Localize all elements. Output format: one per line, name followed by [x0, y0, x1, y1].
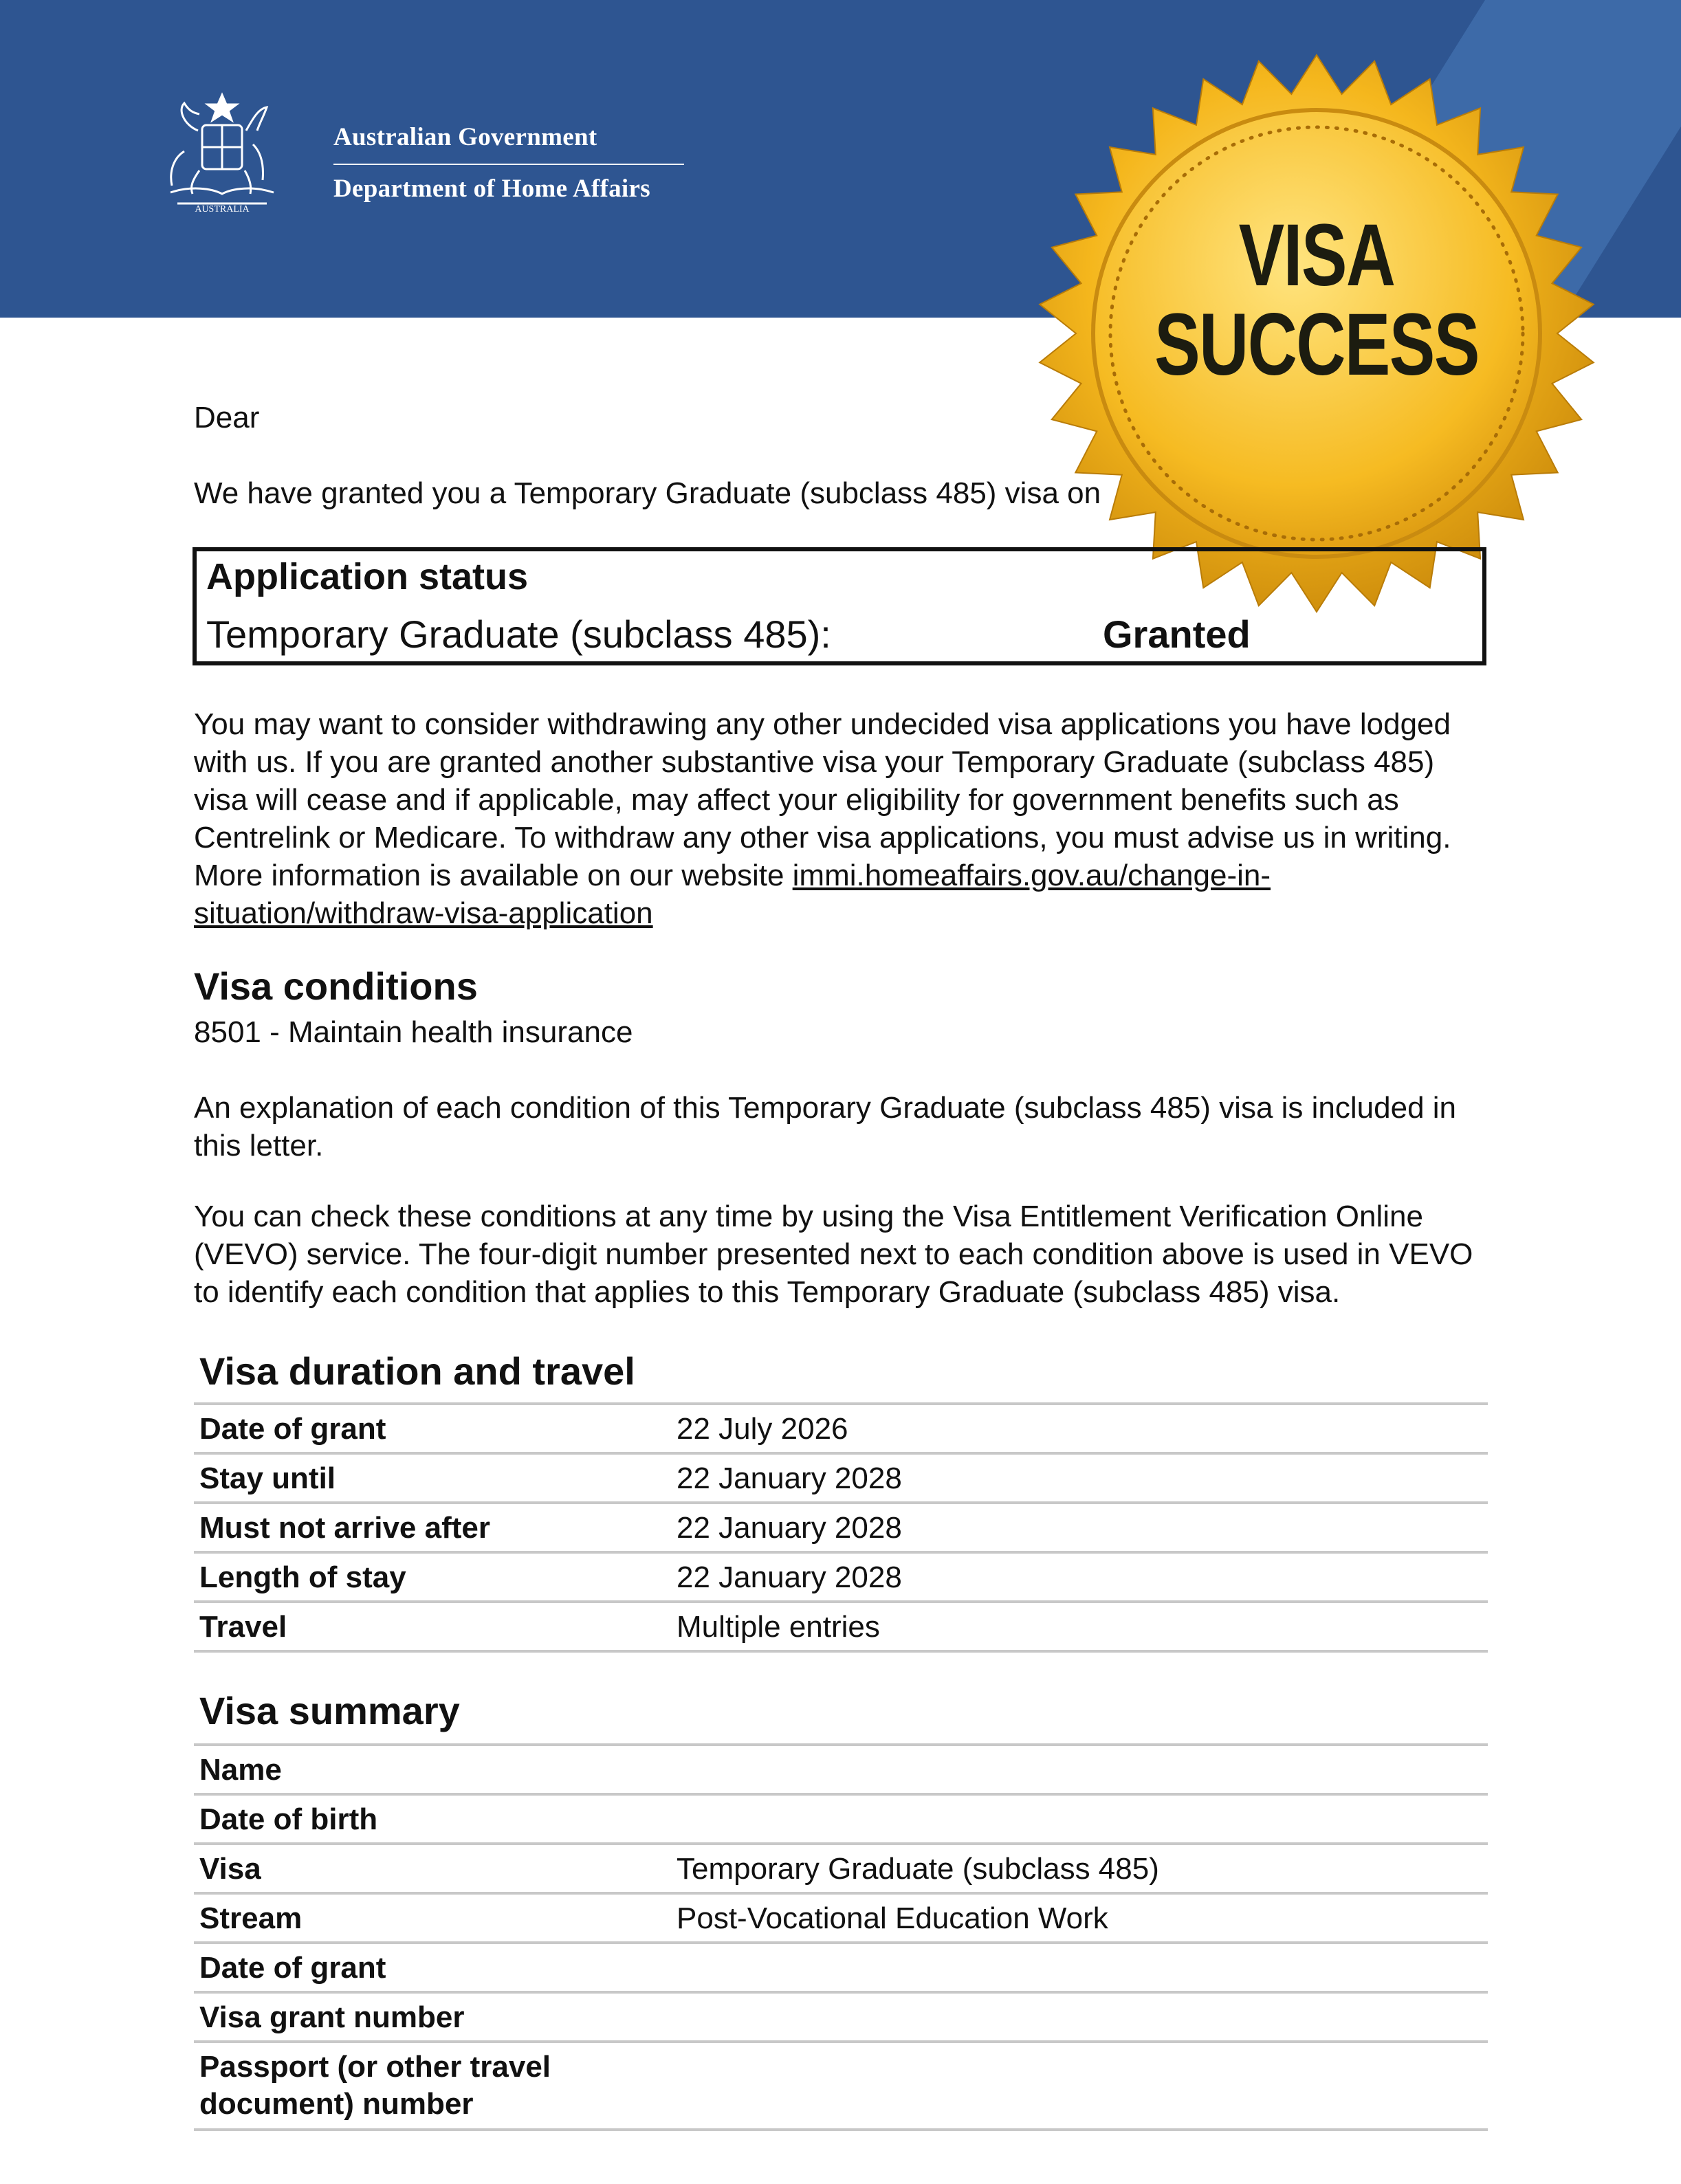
intro-text: We have granted you a Temporary Graduate (subclass 485) visa on [194, 476, 1101, 510]
government-name: Australian Government [333, 123, 597, 151]
row-label: Passport (or other travel document) number [199, 2050, 551, 2121]
row-label: Name [199, 1753, 282, 1787]
duration-heading: Visa duration and travel [199, 1349, 635, 1393]
visa-success-seal [1031, 48, 1602, 619]
withdraw-paragraph [194, 705, 1473, 932]
svg-text:AUSTRALIA: AUSTRALIA [195, 204, 250, 213]
row-value: 22 January 2028 [677, 1511, 902, 1545]
summary-table [194, 1743, 1488, 2131]
table-row [194, 1895, 1488, 1944]
row-label: Stream [199, 1901, 303, 1935]
condition-item: 8501 - Maintain health insurance [194, 1015, 633, 1049]
table-row [194, 1796, 1488, 1845]
table-row [194, 1746, 1488, 1796]
row-label: Date of grant [199, 1412, 386, 1446]
vevo-paragraph: You can check these conditions at any time by using the Visa Entitlement Verification Online (VEVO) service. The four-digit number presented next to each condition above is used in VEVO to identify each condition that applies to this Temporary Graduate (subclass 485) visa. [194, 1200, 1473, 1309]
duration-table [194, 1402, 1488, 1653]
department-name: Department of Home Affairs [333, 175, 650, 203]
table-row [194, 1455, 1488, 1504]
table-row [194, 1405, 1488, 1455]
status-visa-label: Temporary Graduate (subclass 485): [206, 613, 831, 656]
table-row [194, 1554, 1488, 1603]
table-row [194, 1994, 1488, 2043]
status-title: Application status [206, 556, 529, 597]
conditions-explanation: An explanation of each condition of this Temporary Graduate (subclass 485) visa is included in this letter. [194, 1091, 1457, 1162]
row-label: Travel [199, 1610, 287, 1644]
row-value: 22 January 2028 [677, 1461, 902, 1495]
row-value: Multiple entries [677, 1610, 880, 1644]
table-row [194, 2043, 1488, 2131]
table-row [194, 1845, 1488, 1895]
row-label: Visa [199, 1852, 261, 1886]
row-value: 22 July 2026 [677, 1412, 848, 1446]
header-divider [333, 164, 684, 165]
seal-line-2: SUCCESS [1154, 296, 1479, 394]
row-value: Post-Vocational Education Work [677, 1901, 1108, 1935]
row-label: Visa grant number [199, 2000, 465, 2034]
withdraw-link[interactable]: immi.homeaffairs.gov.au/change-in-situation/withdraw-visa-application [194, 859, 1271, 930]
seal-line-1: VISA [1238, 206, 1395, 305]
row-label: Must not arrive after [199, 1511, 490, 1545]
withdraw-text: You may want to consider withdrawing any other undecided visa applications you have lodged with us. If you are granted another substantive visa your Temporary Graduate (subclass 485) visa will cease and if applicable, may affect your eligibility for government benefits such as Centrelink or Medicare. To withdraw any other visa applications, you must advise us in writing. More information is available on our website [194, 707, 1451, 892]
row-label: Length of stay [199, 1560, 406, 1594]
application-status-box [193, 547, 1486, 665]
conditions-heading: Visa conditions [194, 964, 478, 1008]
row-value: 22 January 2028 [677, 1560, 902, 1594]
table-row [194, 1944, 1488, 1994]
salutation: Dear [194, 401, 260, 434]
table-row [194, 1603, 1488, 1653]
row-label: Stay until [199, 1461, 336, 1495]
row-label: Date of birth [199, 1802, 378, 1836]
row-value: Temporary Graduate (subclass 485) [677, 1852, 1159, 1886]
status-value: Granted [1103, 613, 1251, 656]
table-row [194, 1504, 1488, 1554]
coat-of-arms-icon [157, 89, 287, 213]
summary-heading: Visa summary [199, 1689, 460, 1732]
row-label: Date of grant [199, 1951, 386, 1985]
